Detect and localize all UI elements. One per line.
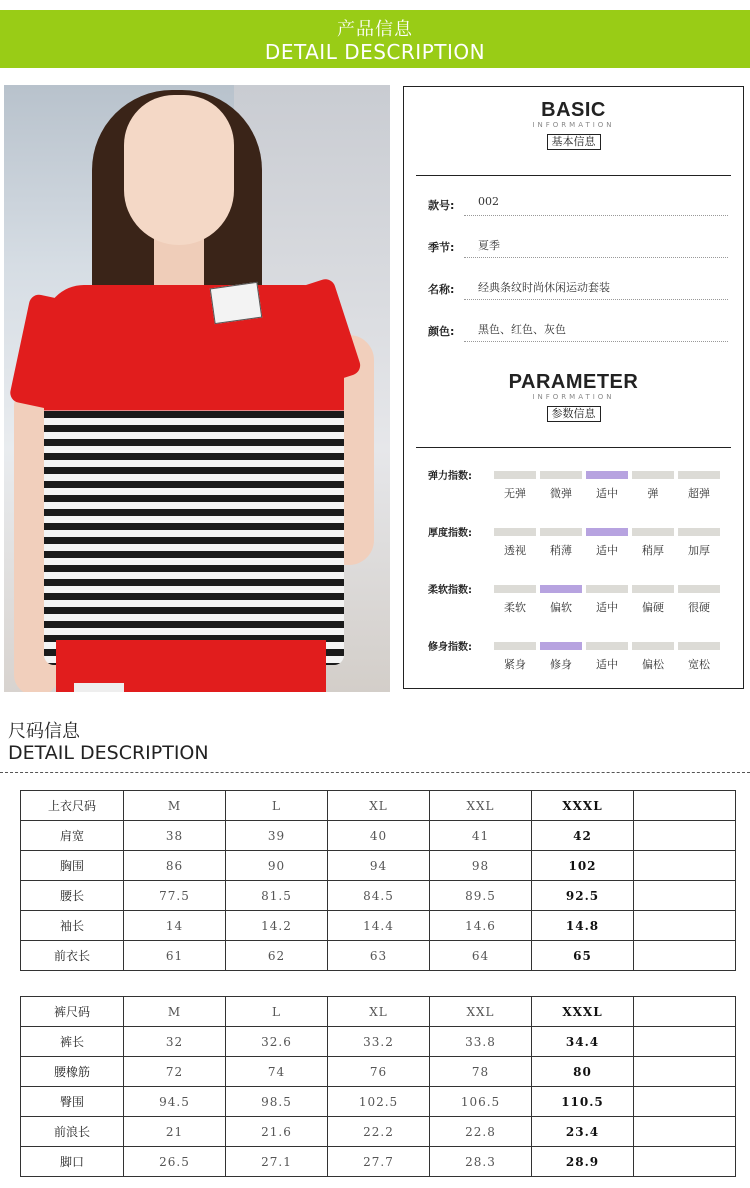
parameter-bar xyxy=(678,642,720,650)
table-cell: 62 xyxy=(226,941,328,971)
table-cell: 32 xyxy=(124,1027,226,1057)
basic-row xyxy=(428,277,728,297)
table-cell: 90 xyxy=(226,851,328,881)
banner-title-en: DETAIL DESCRIPTION xyxy=(264,40,486,64)
table-cell xyxy=(634,1087,736,1117)
table-cell: 14.6 xyxy=(430,911,532,941)
table-row xyxy=(21,1087,736,1117)
table-cell: 102 xyxy=(532,851,634,881)
parameter-option-label: 宽松 xyxy=(688,658,710,671)
parameter-option-label: 偏硬 xyxy=(642,601,664,614)
basic-row xyxy=(428,319,728,339)
table-cell: 84.5 xyxy=(328,881,430,911)
table-cell: 64 xyxy=(430,941,532,971)
table-cell: 14.2 xyxy=(226,911,328,941)
table-cell xyxy=(634,1117,736,1147)
parameter-bar-selected xyxy=(540,585,582,593)
table-cell xyxy=(634,1057,736,1087)
table-cell: M xyxy=(124,791,226,821)
parameter-bar xyxy=(494,585,536,593)
table-cell: 28.3 xyxy=(430,1147,532,1177)
basic-row xyxy=(428,193,728,213)
top-size-table xyxy=(20,790,736,971)
table-cell: 78 xyxy=(430,1057,532,1087)
table-cell: XL xyxy=(328,791,430,821)
parameter-option-label: 弹 xyxy=(647,487,659,500)
size-title-cn: 尺码信息 xyxy=(8,721,80,742)
table-cell xyxy=(634,881,736,911)
parameter-option-label: 适中 xyxy=(596,601,618,614)
parameter-bar xyxy=(678,471,720,479)
table-cell: 34.4 xyxy=(532,1027,634,1057)
parameter-option-label: 稍薄 xyxy=(550,544,572,557)
table-row xyxy=(21,1027,736,1057)
table-row xyxy=(21,881,736,911)
table-row-label: 腰橡筋 xyxy=(21,1057,124,1087)
dashed-divider xyxy=(0,772,750,773)
table-cell: 42 xyxy=(532,821,634,851)
table-row xyxy=(21,941,736,971)
parameter-row xyxy=(428,581,728,621)
table-cell xyxy=(634,851,736,881)
parameter-bar-selected xyxy=(586,528,628,536)
table-cell: 92.5 xyxy=(532,881,634,911)
parameter-subtitle: INFORMATION xyxy=(532,393,615,401)
table-cell: 94.5 xyxy=(124,1087,226,1117)
basic-row-value: 002 xyxy=(478,195,499,208)
basic-row-key: 款号: xyxy=(428,199,455,212)
table-cell: 33.2 xyxy=(328,1027,430,1057)
table-row xyxy=(21,1057,736,1087)
parameter-option-label: 超弹 xyxy=(688,487,710,500)
parameter-bar xyxy=(678,528,720,536)
table-cell: 27.7 xyxy=(328,1147,430,1177)
parameter-option-label: 修身 xyxy=(550,658,572,671)
parameter-option-label: 微弹 xyxy=(550,487,572,500)
table-row xyxy=(21,821,736,851)
table-cell: L xyxy=(226,997,328,1027)
table-cell: 76 xyxy=(328,1057,430,1087)
parameter-row xyxy=(428,467,728,507)
table-row-label: 前浪长 xyxy=(21,1117,124,1147)
parameter-bar xyxy=(586,642,628,650)
table-cell: 27.1 xyxy=(226,1147,328,1177)
table-cell xyxy=(634,821,736,851)
table-header-row xyxy=(21,997,736,1027)
parameter-row xyxy=(428,524,728,564)
table-cell: 94 xyxy=(328,851,430,881)
parameter-bar xyxy=(540,471,582,479)
table-cell xyxy=(634,941,736,971)
parameter-option-label: 适中 xyxy=(596,487,618,500)
table-cell xyxy=(634,1147,736,1177)
basic-row-value: 黑色、红色、灰色 xyxy=(478,323,566,336)
table-cell: 28.9 xyxy=(532,1147,634,1177)
parameter-option-label: 适中 xyxy=(596,544,618,557)
parameter-option-label: 偏软 xyxy=(550,601,572,614)
table-cell: 72 xyxy=(124,1057,226,1087)
table-cell: 32.6 xyxy=(226,1027,328,1057)
table-cell: 81.5 xyxy=(226,881,328,911)
table-cell: 21 xyxy=(124,1117,226,1147)
parameter-bar-selected xyxy=(540,642,582,650)
size-header xyxy=(8,722,209,764)
table-cell: 39 xyxy=(226,821,328,851)
parameter-row-key: 修身指数: xyxy=(428,642,472,653)
parameter-row-key: 柔软指数: xyxy=(428,585,472,596)
parameter-tag: 参数信息 xyxy=(547,406,601,422)
table-cell: 14.8 xyxy=(532,911,634,941)
table-row-label: 腰长 xyxy=(21,881,124,911)
table-cell: 89.5 xyxy=(430,881,532,911)
table-row-label: 裤尺码 xyxy=(21,997,124,1027)
table-cell: XXL xyxy=(430,997,532,1027)
table-cell: L xyxy=(226,791,328,821)
table-cell: 22.2 xyxy=(328,1117,430,1147)
table-cell: 23.4 xyxy=(532,1117,634,1147)
parameter-title: PARAMETER xyxy=(508,371,639,393)
parameter-row xyxy=(428,638,728,678)
table-cell: 102.5 xyxy=(328,1087,430,1117)
parameter-option-label: 稍厚 xyxy=(642,544,664,557)
table-cell: 98.5 xyxy=(226,1087,328,1117)
basic-title: BASIC xyxy=(541,99,606,121)
table-row-label: 前衣长 xyxy=(21,941,124,971)
parameter-option-label: 适中 xyxy=(596,658,618,671)
table-cell: 98 xyxy=(430,851,532,881)
table-row xyxy=(21,851,736,881)
basic-row xyxy=(428,235,728,255)
table-row-label: 臀围 xyxy=(21,1087,124,1117)
table-cell: 74 xyxy=(226,1057,328,1087)
table-cell: 40 xyxy=(328,821,430,851)
parameter-row-key: 厚度指数: xyxy=(428,528,472,539)
table-cell: 61 xyxy=(124,941,226,971)
basic-subtitle: INFORMATION xyxy=(532,121,615,129)
divider xyxy=(416,175,731,176)
basic-row-key: 季节: xyxy=(428,241,455,254)
basic-row-value: 经典条纹时尚休闲运动套装 xyxy=(478,281,610,294)
table-cell: 65 xyxy=(532,941,634,971)
parameter-bar xyxy=(494,528,536,536)
parameter-option-label: 无弹 xyxy=(504,487,526,500)
banner-title-cn: 产品信息 xyxy=(337,19,413,40)
table-cell: 38 xyxy=(124,821,226,851)
parameter-bar xyxy=(678,585,720,593)
model-photo xyxy=(4,85,390,692)
basic-header xyxy=(404,99,743,150)
parameter-row-key: 弹力指数: xyxy=(428,471,472,482)
table-cell: 41 xyxy=(430,821,532,851)
parameter-option-label: 加厚 xyxy=(688,544,710,557)
parameter-bar xyxy=(632,585,674,593)
size-title-en: DETAIL DESCRIPTION xyxy=(8,742,209,764)
basic-row-key: 颜色: xyxy=(428,325,455,338)
parameter-option-label: 紧身 xyxy=(504,658,526,671)
divider xyxy=(416,447,731,448)
table-cell: 80 xyxy=(532,1057,634,1087)
table-row-label: 裤长 xyxy=(21,1027,124,1057)
table-row-label: 胸围 xyxy=(21,851,124,881)
parameter-bar-selected xyxy=(586,471,628,479)
shirt-patch-logo xyxy=(210,282,263,324)
table-row-label: 袖长 xyxy=(21,911,124,941)
table-cell xyxy=(634,791,736,821)
table-cell: 63 xyxy=(328,941,430,971)
parameter-option-label: 很硬 xyxy=(688,601,710,614)
table-cell: XXXL xyxy=(532,791,634,821)
table-header-row xyxy=(21,791,736,821)
parameter-bar xyxy=(632,471,674,479)
parameter-header xyxy=(404,371,743,422)
table-cell: XL xyxy=(328,997,430,1027)
parameter-option-label: 柔软 xyxy=(504,601,526,614)
basic-row-key: 名称: xyxy=(428,283,455,296)
basic-row-value: 夏季 xyxy=(478,239,500,252)
parameter-bar xyxy=(540,528,582,536)
table-cell: M xyxy=(124,997,226,1027)
table-row-label: 肩宽 xyxy=(21,821,124,851)
table-cell: XXL xyxy=(430,791,532,821)
basic-tag: 基本信息 xyxy=(547,134,601,150)
parameter-option-label: 透视 xyxy=(504,544,526,557)
parameter-bar xyxy=(494,642,536,650)
parameter-bar xyxy=(494,471,536,479)
table-cell xyxy=(634,911,736,941)
table-cell: XXXL xyxy=(532,997,634,1027)
table-cell: 21.6 xyxy=(226,1117,328,1147)
parameter-bar xyxy=(632,528,674,536)
table-cell: 26.5 xyxy=(124,1147,226,1177)
detail-banner xyxy=(0,10,750,68)
table-row-label: 上衣尺码 xyxy=(21,791,124,821)
table-cell xyxy=(634,997,736,1027)
table-cell: 106.5 xyxy=(430,1087,532,1117)
table-row xyxy=(21,1147,736,1177)
parameter-bar xyxy=(586,585,628,593)
table-cell xyxy=(634,1027,736,1057)
table-cell: 77.5 xyxy=(124,881,226,911)
table-row xyxy=(21,1117,736,1147)
table-cell: 33.8 xyxy=(430,1027,532,1057)
parameter-option-label: 偏松 xyxy=(642,658,664,671)
table-cell: 14.4 xyxy=(328,911,430,941)
table-cell: 86 xyxy=(124,851,226,881)
pants-size-table xyxy=(20,996,736,1177)
table-row xyxy=(21,911,736,941)
table-cell: 110.5 xyxy=(532,1087,634,1117)
parameter-bar xyxy=(632,642,674,650)
table-row-label: 脚口 xyxy=(21,1147,124,1177)
table-cell: 14 xyxy=(124,911,226,941)
product-info-box xyxy=(403,86,744,689)
table-cell: 22.8 xyxy=(430,1117,532,1147)
